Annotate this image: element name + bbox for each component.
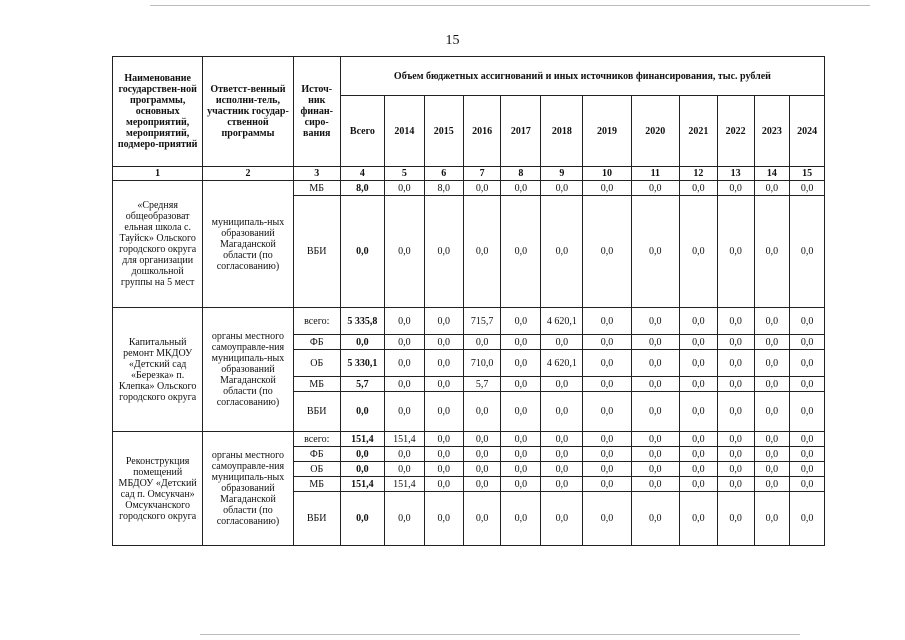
funding-source: ВБИ: [293, 492, 340, 546]
year-value: 0,0: [754, 447, 790, 462]
year-value: 0,0: [790, 196, 825, 308]
year-value: 0,0: [424, 477, 463, 492]
year-value: 0,0: [424, 492, 463, 546]
page-number: 15: [445, 33, 460, 48]
year-value: 0,0: [384, 377, 424, 392]
funding-source: ОБ: [293, 462, 340, 477]
total-value: 5 330,1: [340, 350, 384, 377]
year-value: 0,0: [583, 392, 631, 432]
header-total: Всего: [340, 96, 384, 167]
year-value: 0,0: [631, 377, 679, 392]
year-value: 0,0: [679, 392, 717, 432]
year-value: 0,0: [790, 377, 825, 392]
year-value: 715,7: [463, 308, 501, 335]
column-number: 11: [631, 167, 679, 181]
column-number: 15: [790, 167, 825, 181]
column-number: 1: [113, 167, 203, 181]
year-value: 0,0: [754, 432, 790, 447]
year-value: 8,0: [424, 181, 463, 196]
year-value: 0,0: [631, 196, 679, 308]
funding-source: ФБ: [293, 447, 340, 462]
year-value: 0,0: [384, 350, 424, 377]
year-value: 710,0: [463, 350, 501, 377]
column-number: 2: [203, 167, 293, 181]
year-value: 0,0: [424, 432, 463, 447]
year-value: 0,0: [501, 308, 541, 335]
year-value: 0,0: [424, 377, 463, 392]
year-value: 0,0: [790, 392, 825, 432]
bottom-divider: [200, 634, 800, 635]
year-value: 0,0: [679, 477, 717, 492]
column-number: 8: [501, 167, 541, 181]
year-value: 0,0: [424, 308, 463, 335]
header-year: 2015: [424, 96, 463, 167]
header-year: 2024: [790, 96, 825, 167]
year-value: 0,0: [463, 477, 501, 492]
year-value: 0,0: [679, 196, 717, 308]
year-value: 0,0: [463, 432, 501, 447]
header-source: Источ-ник финан-сиро-вания: [293, 57, 340, 167]
year-value: 0,0: [717, 377, 754, 392]
year-value: 0,0: [501, 462, 541, 477]
executor-name: муниципаль-ных образований Магаданской области (по согласованию): [203, 181, 293, 308]
column-number: 12: [679, 167, 717, 181]
total-value: 8,0: [340, 181, 384, 196]
program-name: Капитальный ремонт МКДОУ «Детский сад «Березка» п. Клепка» Ольского городского округа: [113, 308, 203, 432]
year-value: 0,0: [384, 335, 424, 350]
column-number: 3: [293, 167, 340, 181]
year-value: 0,0: [583, 350, 631, 377]
year-value: 0,0: [501, 181, 541, 196]
year-value: 0,0: [790, 350, 825, 377]
year-value: 0,0: [679, 350, 717, 377]
top-divider: [150, 5, 870, 6]
year-value: 5,7: [463, 377, 501, 392]
year-value: 0,0: [501, 350, 541, 377]
header-name: Наименование государствен-ной программы, основных мероприятий, мероприятий, подмеро-приятий: [113, 57, 203, 167]
total-value: 0,0: [340, 392, 384, 432]
column-number: 10: [583, 167, 631, 181]
year-value: 0,0: [754, 196, 790, 308]
year-value: 0,0: [424, 462, 463, 477]
year-value: 0,0: [541, 377, 583, 392]
year-value: 0,0: [717, 181, 754, 196]
header-volume: Объем бюджетных ассигнований и иных источников финансирования, тыс. рублей: [340, 57, 824, 96]
year-value: 0,0: [541, 196, 583, 308]
year-value: 0,0: [717, 447, 754, 462]
year-value: 0,0: [679, 335, 717, 350]
year-value: 0,0: [717, 350, 754, 377]
year-value: 0,0: [463, 447, 501, 462]
table-row: [113, 432, 825, 447]
year-value: 0,0: [463, 462, 501, 477]
total-value: 5,7: [340, 377, 384, 392]
budget-table: [112, 56, 825, 546]
year-value: 0,0: [424, 196, 463, 308]
year-value: 0,0: [463, 181, 501, 196]
year-value: 0,0: [679, 432, 717, 447]
column-number: 7: [463, 167, 501, 181]
year-value: 0,0: [754, 492, 790, 546]
year-value: 0,0: [679, 377, 717, 392]
year-value: 0,0: [501, 447, 541, 462]
total-value: 0,0: [340, 335, 384, 350]
year-value: 0,0: [790, 432, 825, 447]
year-value: 0,0: [384, 462, 424, 477]
year-value: 0,0: [541, 477, 583, 492]
header-year: 2014: [384, 96, 424, 167]
funding-source: МБ: [293, 181, 340, 196]
table-row: [113, 308, 825, 335]
year-value: 0,0: [790, 308, 825, 335]
year-value: 0,0: [583, 335, 631, 350]
total-value: 0,0: [340, 447, 384, 462]
year-value: 0,0: [541, 447, 583, 462]
year-value: 0,0: [384, 196, 424, 308]
funding-source: всего:: [293, 432, 340, 447]
year-value: 0,0: [541, 181, 583, 196]
year-value: 0,0: [501, 392, 541, 432]
table-row: [113, 181, 825, 196]
year-value: 0,0: [631, 181, 679, 196]
year-value: 0,0: [717, 477, 754, 492]
program-name: «Средняя общеобразоват ельная школа с. Тауйск» Ольского городского округа для организации дошкольной группы на 5 мест: [113, 181, 203, 308]
year-value: 0,0: [717, 432, 754, 447]
year-value: 0,0: [384, 308, 424, 335]
year-value: 0,0: [790, 447, 825, 462]
year-value: 0,0: [583, 477, 631, 492]
year-value: 0,0: [541, 492, 583, 546]
column-number: 13: [717, 167, 754, 181]
total-value: 5 335,8: [340, 308, 384, 335]
year-value: 0,0: [424, 392, 463, 432]
year-value: 0,0: [790, 477, 825, 492]
year-value: 0,0: [717, 492, 754, 546]
header-year: 2016: [463, 96, 501, 167]
year-value: 0,0: [679, 447, 717, 462]
year-value: 0,0: [541, 432, 583, 447]
funding-source: ВБИ: [293, 196, 340, 308]
year-value: 0,0: [631, 477, 679, 492]
year-value: 0,0: [583, 308, 631, 335]
column-number: 5: [384, 167, 424, 181]
header-year: 2018: [541, 96, 583, 167]
year-value: 0,0: [501, 335, 541, 350]
year-value: 0,0: [790, 181, 825, 196]
year-value: 0,0: [717, 392, 754, 432]
year-value: 0,0: [631, 392, 679, 432]
year-value: 0,0: [541, 392, 583, 432]
year-value: 4 620,1: [541, 350, 583, 377]
funding-source: ВБИ: [293, 392, 340, 432]
year-value: 0,0: [631, 350, 679, 377]
year-value: 0,0: [384, 392, 424, 432]
year-value: 0,0: [541, 462, 583, 477]
year-value: 0,0: [583, 181, 631, 196]
year-value: 0,0: [424, 335, 463, 350]
year-value: 0,0: [754, 181, 790, 196]
year-value: 0,0: [754, 335, 790, 350]
header-year: 2019: [583, 96, 631, 167]
program-name: Реконструкция помещений МБДОУ «Детский сад п. Омсукчан» Омсукчанского городского округа: [113, 432, 203, 546]
year-value: 0,0: [501, 196, 541, 308]
header-year: 2021: [679, 96, 717, 167]
year-value: 151,4: [384, 477, 424, 492]
year-value: 0,0: [717, 196, 754, 308]
year-value: 0,0: [754, 477, 790, 492]
year-value: 0,0: [384, 492, 424, 546]
total-value: 151,4: [340, 432, 384, 447]
year-value: 0,0: [463, 492, 501, 546]
year-value: 151,4: [384, 432, 424, 447]
year-value: 0,0: [679, 492, 717, 546]
year-value: 0,0: [790, 492, 825, 546]
year-value: 0,0: [790, 335, 825, 350]
header-year: 2017: [501, 96, 541, 167]
year-value: 0,0: [463, 196, 501, 308]
year-value: 0,0: [679, 181, 717, 196]
year-value: 0,0: [717, 462, 754, 477]
year-value: 0,0: [583, 196, 631, 308]
column-number: 6: [424, 167, 463, 181]
year-value: 4 620,1: [541, 308, 583, 335]
total-value: 0,0: [340, 492, 384, 546]
total-value: 0,0: [340, 196, 384, 308]
year-value: 0,0: [424, 350, 463, 377]
column-number: 9: [541, 167, 583, 181]
year-value: 0,0: [631, 447, 679, 462]
year-value: 0,0: [631, 462, 679, 477]
year-value: 0,0: [583, 432, 631, 447]
year-value: 0,0: [424, 447, 463, 462]
year-value: 0,0: [717, 335, 754, 350]
year-value: 0,0: [754, 350, 790, 377]
year-value: 0,0: [754, 308, 790, 335]
column-number: 14: [754, 167, 790, 181]
header-executor: Ответст-венный исполни-тель, участник государ-ственной программы: [203, 57, 293, 167]
column-number: 4: [340, 167, 384, 181]
header-year: 2020: [631, 96, 679, 167]
year-value: 0,0: [463, 335, 501, 350]
year-value: 0,0: [754, 462, 790, 477]
executor-name: органы местного самоуправле-ния муниципаль-ных образований Магаданской области (по согласованию): [203, 308, 293, 432]
funding-source: всего:: [293, 308, 340, 335]
year-value: 0,0: [631, 492, 679, 546]
year-value: 0,0: [631, 308, 679, 335]
year-value: 0,0: [583, 462, 631, 477]
year-value: 0,0: [463, 392, 501, 432]
year-value: 0,0: [541, 335, 583, 350]
year-value: 0,0: [631, 432, 679, 447]
funding-source: ОБ: [293, 350, 340, 377]
year-value: 0,0: [583, 377, 631, 392]
funding-source: ФБ: [293, 335, 340, 350]
year-value: 0,0: [631, 335, 679, 350]
total-value: 0,0: [340, 462, 384, 477]
total-value: 151,4: [340, 477, 384, 492]
year-value: 0,0: [717, 308, 754, 335]
year-value: 0,0: [679, 308, 717, 335]
year-value: 0,0: [754, 377, 790, 392]
year-value: 0,0: [384, 447, 424, 462]
year-value: 0,0: [583, 447, 631, 462]
year-value: 0,0: [501, 377, 541, 392]
year-value: 0,0: [384, 181, 424, 196]
year-value: 0,0: [501, 492, 541, 546]
executor-name: органы местного самоуправле-ния муниципаль-ных образований Магаданской области (по согласованию): [203, 432, 293, 546]
year-value: 0,0: [790, 462, 825, 477]
year-value: 0,0: [754, 392, 790, 432]
year-value: 0,0: [501, 477, 541, 492]
year-value: 0,0: [679, 462, 717, 477]
header-year: 2022: [717, 96, 754, 167]
year-value: 0,0: [501, 432, 541, 447]
funding-source: МБ: [293, 477, 340, 492]
year-value: 0,0: [583, 492, 631, 546]
funding-source: МБ: [293, 377, 340, 392]
header-year: 2023: [754, 96, 790, 167]
